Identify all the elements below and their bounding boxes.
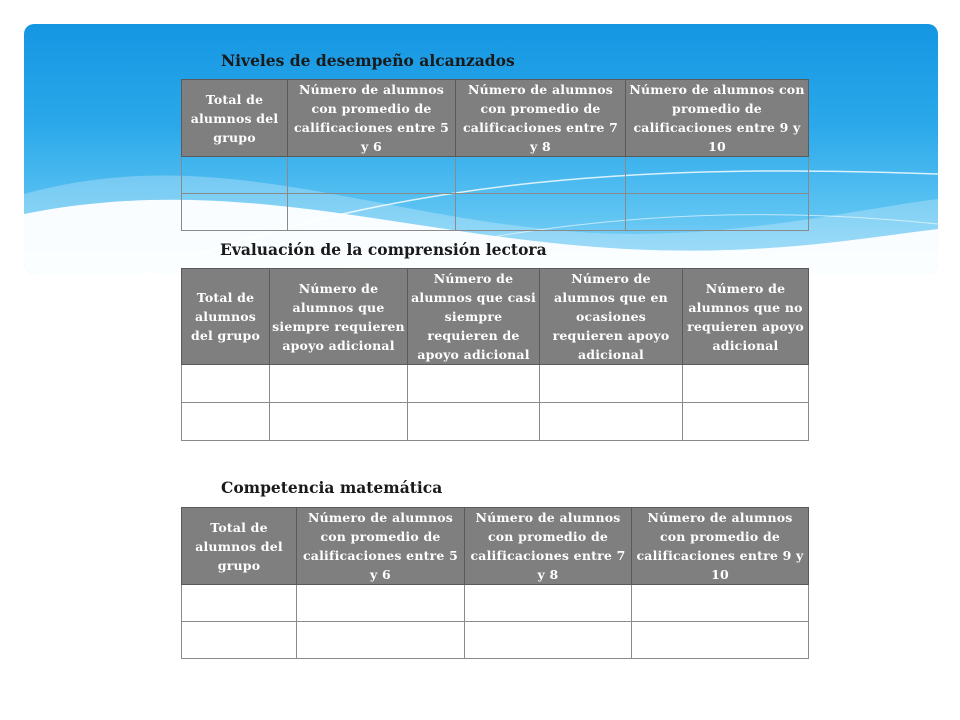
table-cell[interactable]: [465, 622, 632, 659]
col-header-9-10: Número de alumnos con promedio de calificaciones entre 9 y 10: [626, 80, 809, 157]
table-cell[interactable]: [408, 403, 540, 441]
table-row: [182, 194, 809, 231]
table-row: [182, 403, 809, 441]
table-row: [182, 157, 809, 194]
col-header-5-6: Número de alumnos con promedio de calificaciones entre 5 y 6: [288, 80, 456, 157]
table-cell[interactable]: [182, 622, 297, 659]
col-header-total: Total de alumnos del grupo: [182, 269, 270, 365]
table-cell[interactable]: [632, 622, 809, 659]
table-cell[interactable]: [270, 365, 408, 403]
table-row: [182, 365, 809, 403]
table-cell[interactable]: [288, 157, 456, 194]
col-header-casi-siempre: Número de alumnos que casi siempre requieren de apoyo adicional: [408, 269, 540, 365]
matematica-table: [181, 507, 809, 659]
col-header-total: Total de alumnos del grupo: [182, 80, 288, 157]
table-cell[interactable]: [182, 157, 288, 194]
table-cell[interactable]: [465, 585, 632, 622]
comprension-table: [181, 268, 809, 441]
col-header-total: Total de alumnos del grupo: [182, 508, 297, 585]
table-cell[interactable]: [632, 585, 809, 622]
table-cell[interactable]: [297, 622, 465, 659]
col-header-7-8: Número de alumnos con promedio de calificaciones entre 7 y 8: [465, 508, 632, 585]
table-cell[interactable]: [297, 585, 465, 622]
table-cell[interactable]: [456, 194, 626, 231]
col-header-no-requieren: Número de alumnos que no requieren apoyo adicional: [683, 269, 809, 365]
table-cell[interactable]: [626, 194, 809, 231]
table-cell[interactable]: [182, 585, 297, 622]
table-cell[interactable]: [182, 365, 270, 403]
table-cell[interactable]: [683, 403, 809, 441]
section-title-comprension: Evaluación de la comprensión lectora: [220, 240, 547, 259]
col-header-5-6: Número de alumnos con promedio de calificaciones entre 5 y 6: [297, 508, 465, 585]
table-cell[interactable]: [683, 365, 809, 403]
table-cell[interactable]: [270, 403, 408, 441]
table-cell[interactable]: [456, 157, 626, 194]
table-cell[interactable]: [288, 194, 456, 231]
col-header-7-8: Número de alumnos con promedio de calificaciones entre 7 y 8: [456, 80, 626, 157]
table-cell[interactable]: [540, 365, 683, 403]
table-cell[interactable]: [408, 365, 540, 403]
col-header-en-ocasiones: Número de alumnos que en ocasiones requieren apoyo adicional: [540, 269, 683, 365]
col-header-9-10: Número de alumnos con promedio de calificaciones entre 9 y 10: [632, 508, 809, 585]
table-cell[interactable]: [182, 194, 288, 231]
desempeno-table: [181, 79, 809, 231]
table-row: [182, 622, 809, 659]
section-title-desempeno: Niveles de desempeño alcanzados: [221, 51, 515, 70]
table-row: [182, 585, 809, 622]
col-header-siempre: Número de alumnos que siempre requieren apoyo adicional: [270, 269, 408, 365]
section-title-matematica: Competencia matemática: [221, 478, 443, 497]
table-cell[interactable]: [540, 403, 683, 441]
table-cell[interactable]: [626, 157, 809, 194]
table-cell[interactable]: [182, 403, 270, 441]
